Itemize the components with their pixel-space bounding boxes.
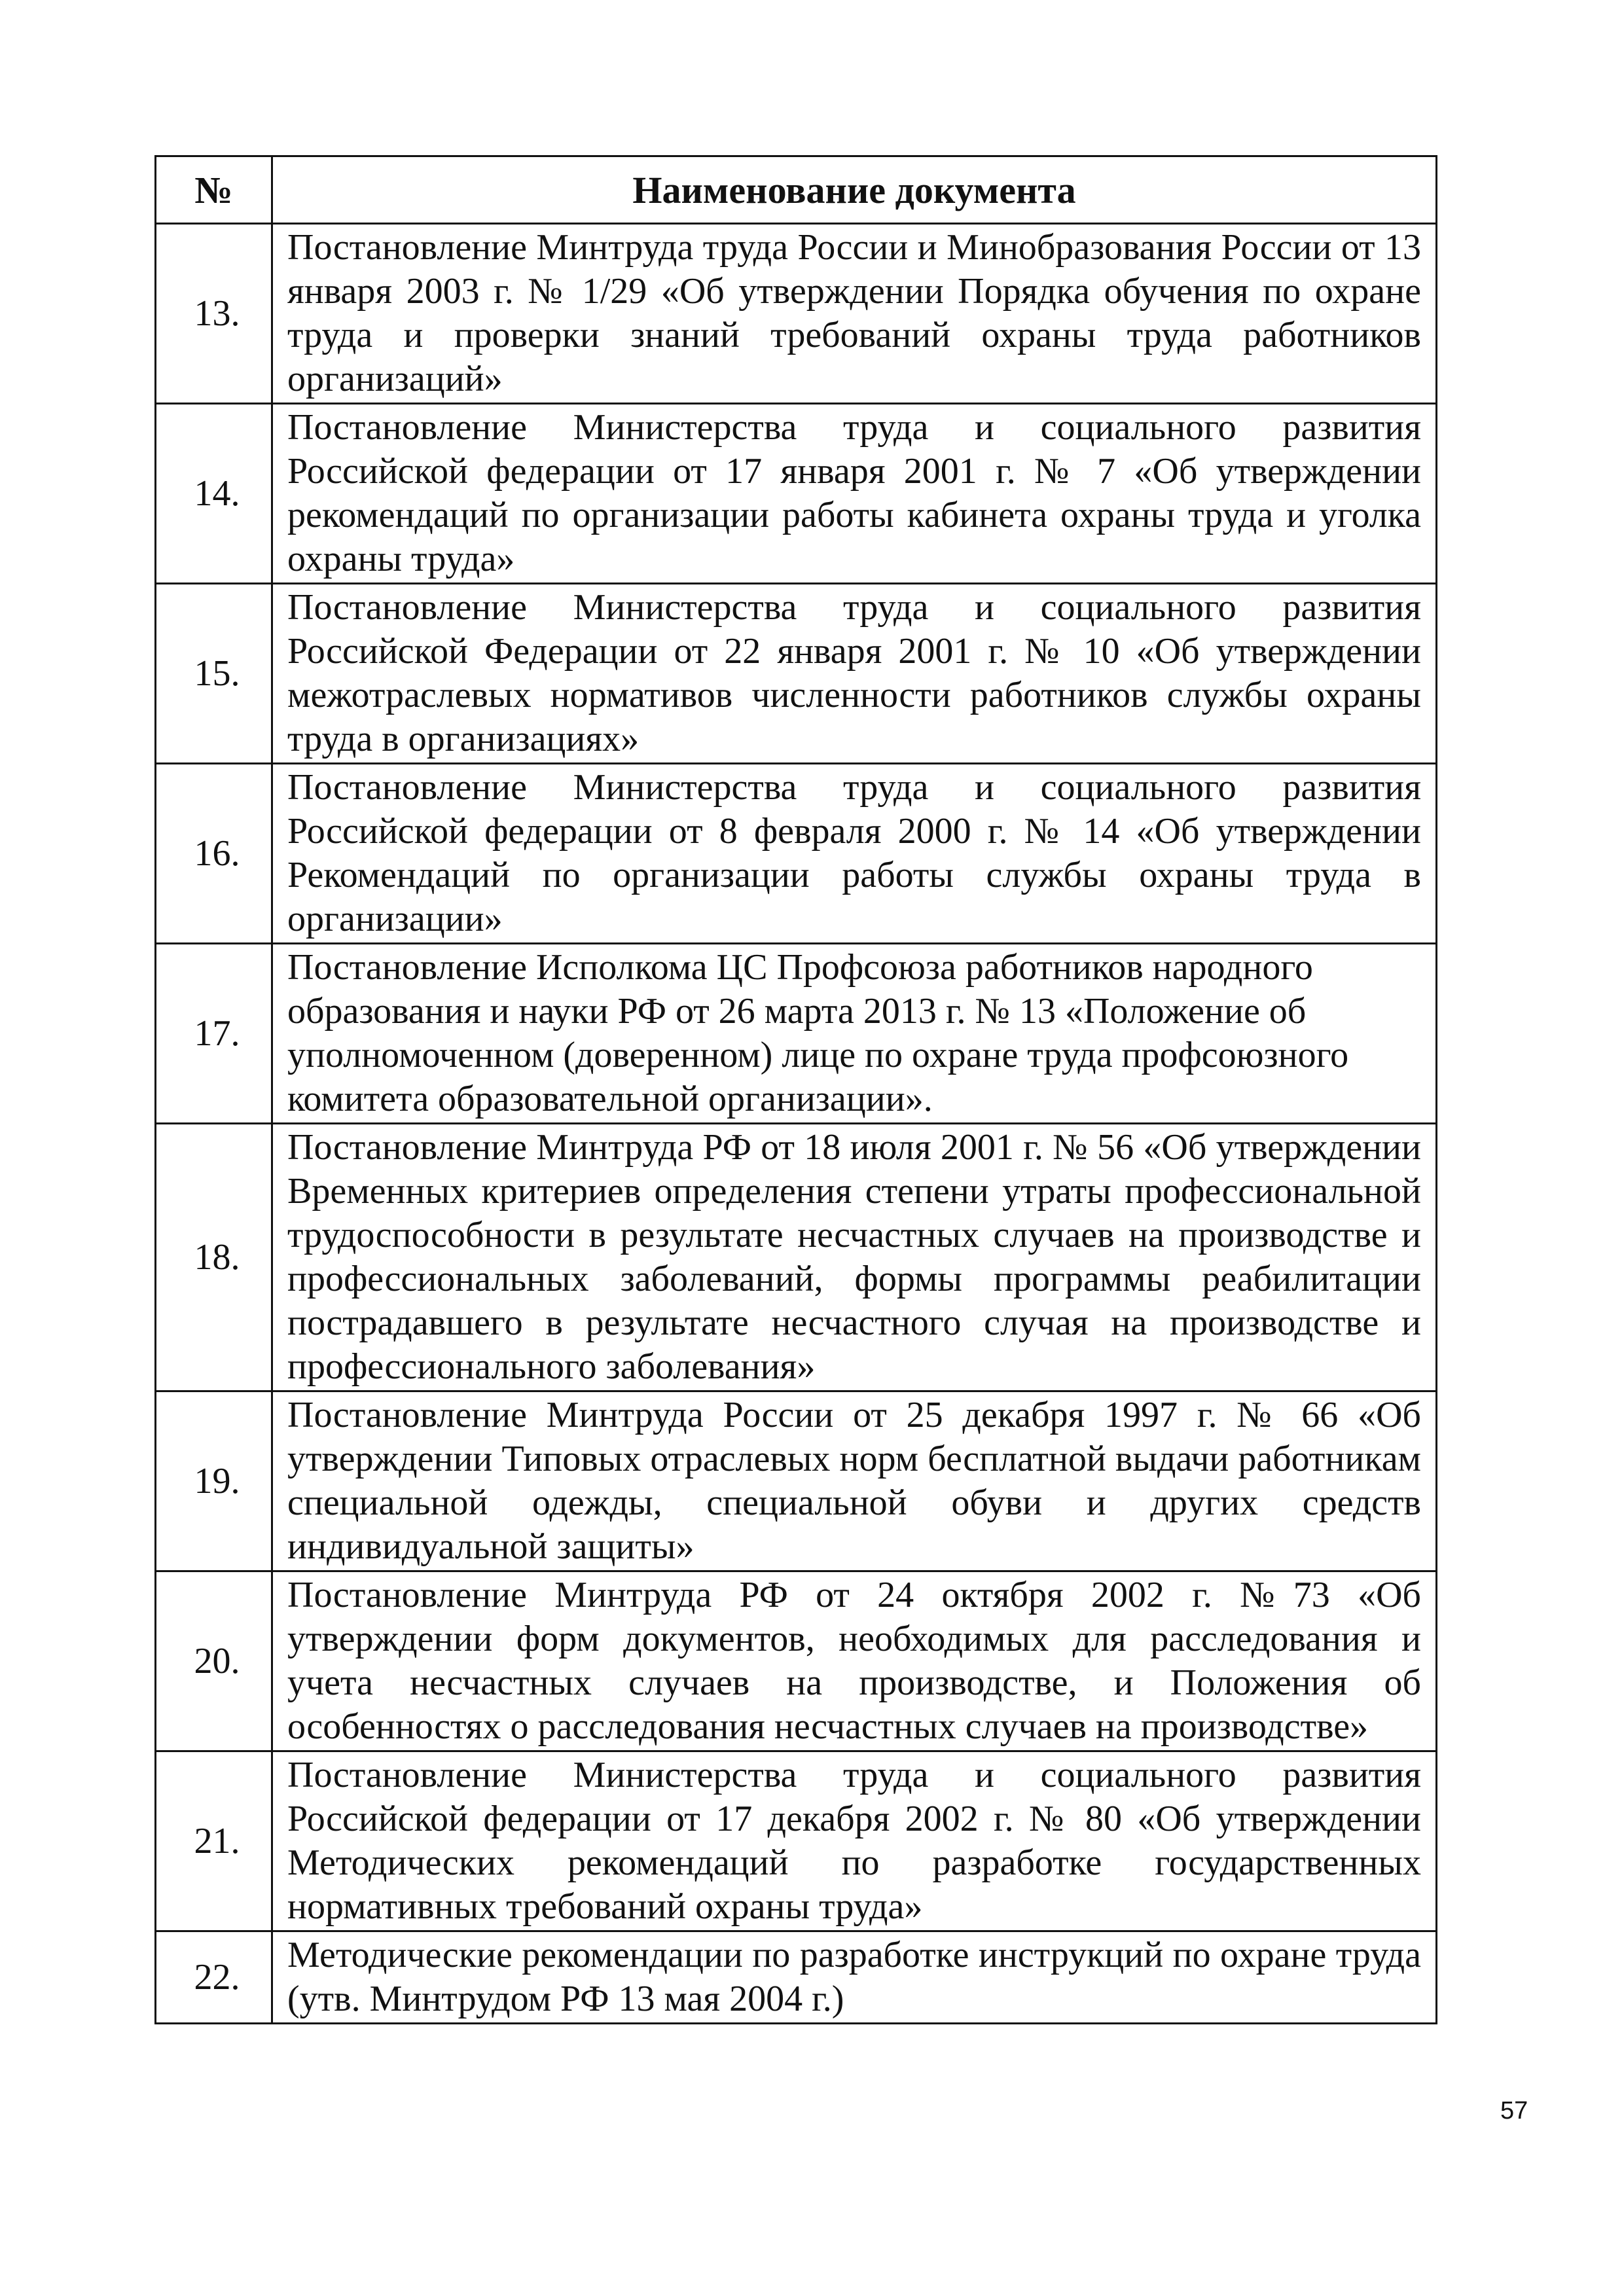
table-row	[156, 764, 1437, 944]
document-title: Постановление Исполкома ЦС Профсоюза работников народного образования и науки РФ от 26 марта 2013 г. № 13 «Положение об уполномоченном (доверенном) лице по охране труда профсоюзного комитета образовательной организации».	[272, 944, 1437, 1124]
document-title: Постановление Минтруда РФ от 18 июля 2001 г. № 56 «Об утверждении Временных критериев определения степени утраты профессиональной трудоспособности в результате несчастных случаев на производстве и профессиональных заболеваний, формы программы реабилитации пострадавшего в результате несчастного случая на производстве и профессионального заболевания»	[272, 1124, 1437, 1391]
table-row	[156, 1751, 1437, 1931]
document-title: Постановление Министерства труда и социального развития Российской федерации от 17 декабря 2002 г. № 80 «Об утверждении Методических рекомендаций по разработке государственных нормативных требований охраны труда»	[272, 1751, 1437, 1931]
row-number: 21.	[156, 1751, 272, 1931]
row-number: 20.	[156, 1571, 272, 1751]
row-number: 19.	[156, 1391, 272, 1571]
row-number: 22.	[156, 1931, 272, 2024]
row-number: 18.	[156, 1124, 272, 1391]
table-row	[156, 1931, 1437, 2024]
document-title: Постановление Министерства труда и социального развития Российской Федерации от 22 января 2001 г. № 10 «Об утверждении межотраслевых нормативов численности работников службы охраны труда в организациях»	[272, 584, 1437, 764]
table-row	[156, 1124, 1437, 1391]
row-number: 16.	[156, 764, 272, 944]
document-title: Постановление Министерства труда и социального развития Российской федерации от 17 января 2001 г. № 7 «Об утверждении рекомендаций по организации работы кабинета охраны труда и уголка охраны труда»	[272, 404, 1437, 584]
table-row	[156, 224, 1437, 404]
document-title: Постановление Минтруда РФ от 24 октября 2002 г. №73 «Об утверждении форм документов, необходимых для расследования и учета несчастных случаев на производстве, и Положения об особенностях о расследования несчастных случаев на производстве»	[272, 1571, 1437, 1751]
document-title: Постановление Министерства труда и социального развития Российской федерации от 8 февраля 2000 г. № 14 «Об утверждении Рекомендаций по организации работы службы охраны труда в организации»	[272, 764, 1437, 944]
page-number: 57	[1500, 2097, 1528, 2125]
row-number: 17.	[156, 944, 272, 1124]
table-row	[156, 944, 1437, 1124]
row-number: 15.	[156, 584, 272, 764]
table-row	[156, 584, 1437, 764]
table-row	[156, 1391, 1437, 1571]
documents-table	[154, 155, 1437, 2024]
header-document-name: Наименование документа	[272, 156, 1437, 224]
document-title: Постановление Минтруда труда России и Минобразования России от 13 января 2003 г. № 1/29 «Об утверждении Порядка обучения по охране труда и проверки знаний требований охраны труда работников организаций»	[272, 224, 1437, 404]
table-row	[156, 404, 1437, 584]
header-number: №	[156, 156, 272, 224]
table-row	[156, 1571, 1437, 1751]
document-title: Методические рекомендации по разработке инструкций по охране труда (утв. Минтрудом РФ 13 мая 2004 г.)	[272, 1931, 1437, 2024]
document-title: Постановление Минтруда России от 25 декабря 1997 г. № 66 «Об утверждении Типовых отраслевых норм бесплатной выдачи работникам специальной одежды, специальной обуви и других средств индивидуальной защиты»	[272, 1391, 1437, 1571]
table-header-row	[156, 156, 1437, 224]
row-number: 13.	[156, 224, 272, 404]
row-number: 14.	[156, 404, 272, 584]
